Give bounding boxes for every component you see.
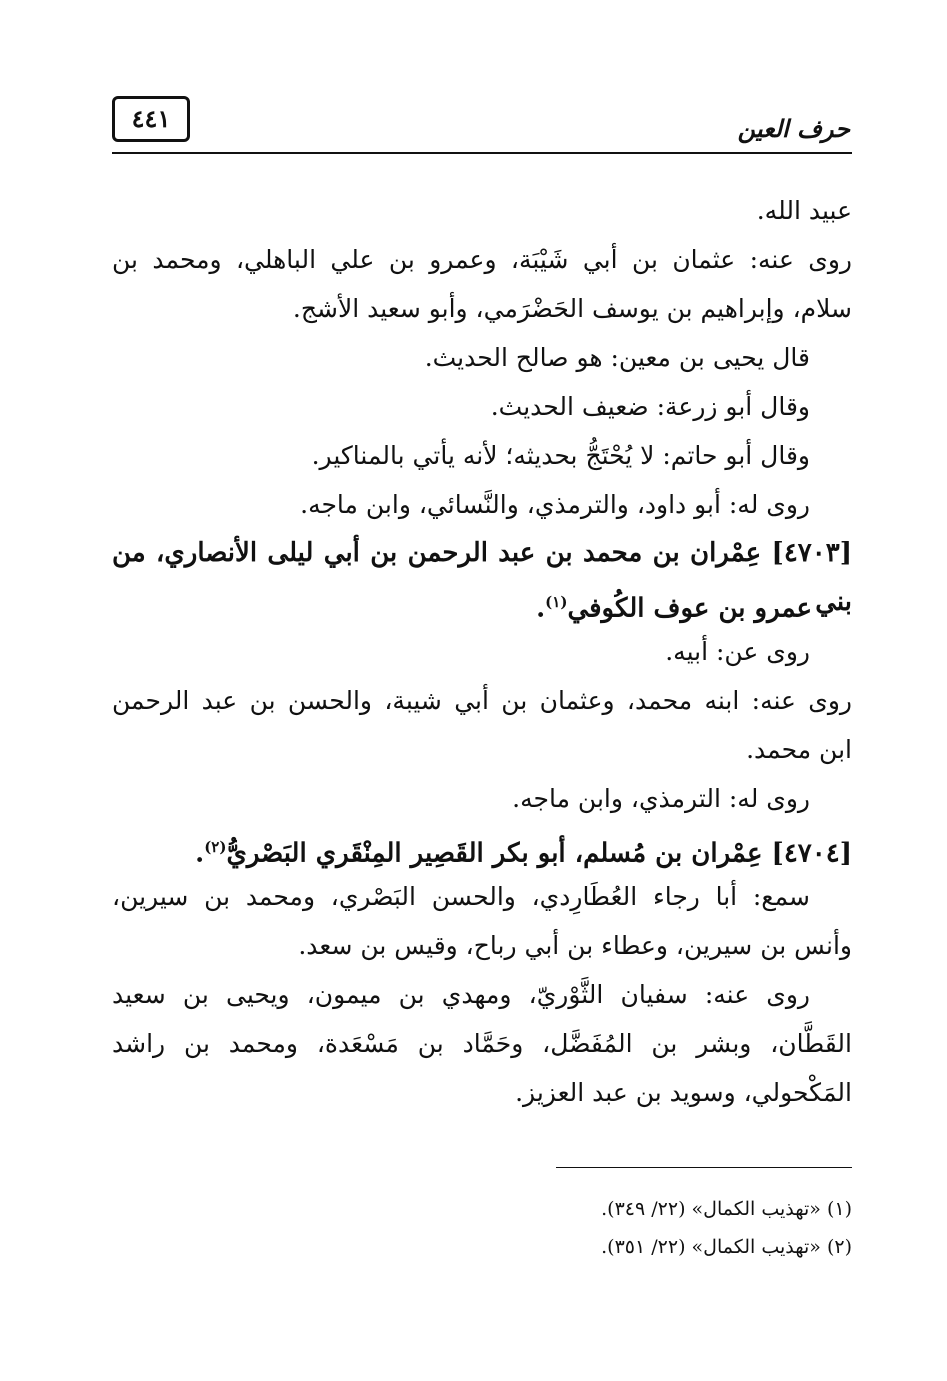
entry-heading: [٤٧٠٤] عِمْران بن مُسلم، أبو بكر القَصِير المِنْقَري البَصْريُّ$^{(٢)}$. (195, 838, 852, 869)
text-line: قال يحيى بن معين: هو صالح الحديث. (424, 343, 810, 372)
text-line: روى له: الترمذي، وابن ماجه. (512, 784, 810, 813)
text-line: روى عنه: عثمان بن أبي شَيْبَة، وعمرو بن علي الباهلي، ومحمد بن (112, 245, 852, 274)
header-rule (112, 152, 852, 154)
footnotes (112, 1190, 852, 1266)
text-line: روى عن: أبيه. (665, 637, 810, 666)
text-line: سلام، وإبراهيم بن يوسف الحَضْرَمي، وأبو سعيد الأشج. (292, 294, 852, 323)
footnote: (٢) «تهذيب الكمال» (٢٢/ ٣٥١). (601, 1236, 852, 1258)
entry-heading-continued: عمرو بن عوف الكُوفي$^{(١)}$. (536, 593, 812, 624)
entry-heading: [٤٧٠٣] عِمْران بن محمد بن عبد الرحمن بن أبي ليلى الأنصاري، من بني (112, 538, 852, 617)
footnote-separator (556, 1167, 852, 1168)
text-line: ابن محمد. (746, 735, 852, 764)
text-line: وأنس بن سيرين، وعطاء بن أبي رباح، وقيس بن سعد. (298, 931, 852, 960)
entry-heading-text: [٤٧٠٤] عِمْران بن مُسلم، أبو بكر القَصِير المِنْقَري البَصْريُّ (226, 838, 852, 869)
page-number: ٤٤١ (112, 96, 190, 142)
text-line: سمع: أبا رجاء العُطَارِدي، والحسن البَصْري، ومحمد بن سيرين، (112, 882, 810, 911)
text-line: روى له: أبو داود، والترمذي، والنَّسائي، وابن ماجه. (300, 490, 810, 519)
text-line: عبيد الله. (756, 196, 852, 225)
text-line: وقال أبو حاتم: لا يُحْتَجُّ بحديثه؛ لأنه يأتي بالمناكير. (311, 441, 810, 470)
text-line: القَطَّان، وبشر بن المُفَضَّل، وحَمَّاد بن مَسْعَدة، ومحمد بن راشد (112, 1029, 852, 1058)
main-text (112, 186, 852, 1117)
footnote: (١) «تهذيب الكمال» (٢٢/ ٣٤٩). (601, 1198, 852, 1220)
text-line: روى عنه: سفيان الثَّوْريّ، ومهدي بن ميمون، ويحيى بن سعيد (112, 980, 810, 1009)
running-title: حرف العين (737, 114, 850, 143)
text-line: روى عنه: ابنه محمد، وعثمان بن أبي شيبة، والحسن بن عبد الرحمن (112, 686, 852, 715)
text-line: المَكْحولي، وسويد بن عبد العزيز. (515, 1078, 852, 1107)
footnote-ref: (١) (545, 593, 568, 611)
entry-heading-text: عمرو بن عوف الكُوفي (567, 593, 812, 624)
footnote-ref: (٢) (204, 838, 227, 856)
text-line: وقال أبو زرعة: ضعيف الحديث. (490, 392, 810, 421)
page-header (112, 96, 852, 156)
